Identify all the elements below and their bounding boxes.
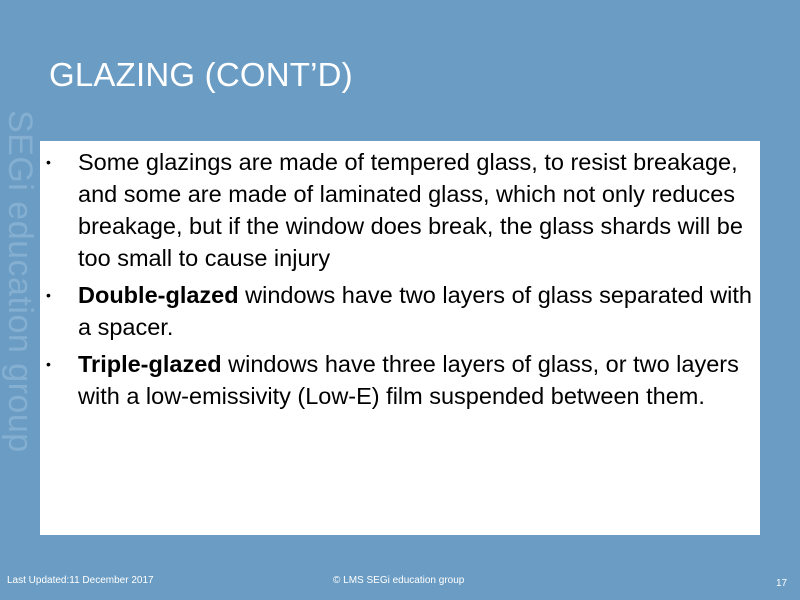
content-box: [40, 141, 760, 535]
bullet-text: Some glazings are made of tempered glass, to resist breakage, and some are made of laminated glass, which not only reduces breakage, but if the window does break, the glass shards will be too small to cause injury: [78, 149, 743, 271]
bullet-bold-term: Triple-glazed: [78, 351, 222, 377]
bullet-icon: •: [46, 356, 51, 372]
footer-page-number: 17: [776, 578, 788, 589]
bullet-text: windows have three layers of glass, or two layers with a low-emissivity (Low-E) film suspended between them.: [78, 351, 739, 409]
slide-title: GLAZING (CONT’D): [49, 56, 353, 93]
footer-last-updated: Last Updated:11 December 2017: [7, 575, 154, 586]
watermark-text: SEGi education group: [1, 110, 39, 453]
bullet-item: [40, 146, 760, 274]
bullet-icon: •: [46, 287, 51, 303]
bullet-icon: •: [46, 154, 51, 170]
bullet-item: [40, 348, 760, 412]
bullet-item: [40, 279, 760, 343]
bullet-text: windows have two layers of glass separated with a spacer.: [78, 282, 752, 340]
bullet-bold-term: Double-glazed: [78, 282, 239, 308]
bullet-list: [40, 146, 760, 417]
footer-copyright: © LMS SEGi education group: [333, 575, 465, 586]
